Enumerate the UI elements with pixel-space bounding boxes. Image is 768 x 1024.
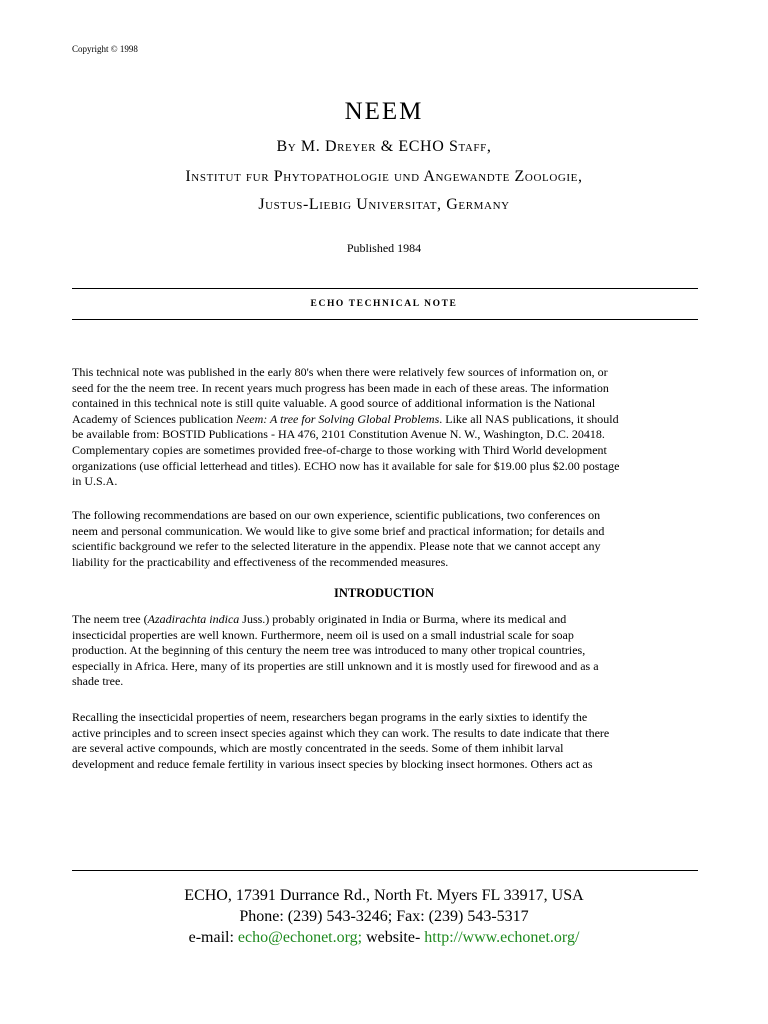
text-line: This technical note was published in the early 80's when there were relatively few sources of information on, or xyxy=(72,365,608,379)
text-line: production. At the beginning of this century the neem tree was introduced to many other tropical countries, xyxy=(72,643,586,658)
byline-authors: By M. Dreyer & ECHO Staff, xyxy=(276,138,492,155)
footer-address: ECHO, 17391 Durrance Rd., North Ft. Myers FL 33917, USA xyxy=(184,887,584,904)
paragraph-neem-tree xyxy=(72,612,698,690)
footer-divider xyxy=(72,870,698,871)
text-line xyxy=(72,612,698,628)
text-line: scientific background we refer to the selected literature in the appendix. Please note that we cannot accept any xyxy=(72,539,601,554)
text-line: are several active compounds, which are mostly concentrated in the seeds. Some of them inhibit larval xyxy=(72,741,564,756)
text-segment: The neem tree ( xyxy=(72,612,148,626)
text-line: development and reduce female fertility in various insect species by blocking insect hormones. Others act as xyxy=(72,756,593,771)
text-segment: . Like all NAS publications, it should xyxy=(439,411,619,426)
text-line: in U.S.A. xyxy=(72,474,118,489)
text-line: organizations (use official letterhead and titles). ECHO now has it available for sale for $19.00 plus $2.00 postage xyxy=(72,458,620,473)
text-line: The following recommendations are based on our own experience, scientific publications, two conferences on xyxy=(72,508,601,522)
paragraph-recommendations xyxy=(72,508,698,570)
paragraph-insecticidal xyxy=(72,710,698,772)
byline-institute: Institut fur Phytopathologie und Angewandte Zoologie, xyxy=(185,168,583,185)
text-segment: Juss.) probably originated in India or Burma, where its medical and xyxy=(239,612,567,626)
text-line: contained in this technical note is still quite valuable. A good source of additional information is the National xyxy=(72,396,596,411)
copyright-notice: Copyright © 1998 xyxy=(72,44,138,54)
text-line: active principles and to screen insect species against which they can work. The results to date indicate that there xyxy=(72,725,610,740)
publication-title: Neem: A tree for Solving Global Problems xyxy=(235,411,440,426)
email-label: e-mail: xyxy=(188,929,238,946)
text-line: especially in Africa. Here, many of its properties are still unknown and it is mostly used for firewood and as a xyxy=(72,658,599,673)
website-link[interactable]: http://www.echonet.org/ xyxy=(424,929,580,946)
text-line: seed for the the neem tree. In recent years much progress has been made in each of these areas. The information xyxy=(72,380,609,395)
section-heading-introduction: INTRODUCTION xyxy=(333,586,434,600)
published-date: Published 1984 xyxy=(346,241,422,255)
email-link[interactable]: echo@echonet.org; xyxy=(237,929,363,946)
text-line: neem and personal communication. We would like to give some brief and practical information; for details and xyxy=(72,523,605,538)
text-line: liability for the practicability and effectiveness of the recommended measures. xyxy=(72,554,449,569)
text-line: shade tree. xyxy=(72,674,124,689)
divider-bottom xyxy=(72,319,698,320)
document-title: NEEM xyxy=(344,98,424,125)
text-line: Recalling the insecticidal properties of neem, researchers began programs in the early sixties to identify the xyxy=(72,710,588,724)
footer-phone: Phone: (239) 543-3246; Fax: (239) 543-5317 xyxy=(239,908,529,925)
text-line xyxy=(72,412,698,428)
byline-university: Justus-Liebig Universitat, Germany xyxy=(258,196,510,213)
footer-contact xyxy=(0,929,768,947)
technical-note-label: ECHO TECHNICAL NOTE xyxy=(310,299,458,309)
text-line: insecticidal properties are well known. Furthermore, neem oil is used on a small industrial scale for soap xyxy=(72,627,574,642)
text-line: Complementary copies are sometimes provided free-of-charge to those working with Third World development xyxy=(72,442,607,457)
paragraph-intro-note xyxy=(72,365,698,490)
text-segment: Academy of Sciences publication xyxy=(72,411,236,426)
species-name: Azadirachta indica xyxy=(147,612,240,626)
website-label: website- xyxy=(362,929,425,946)
divider-top xyxy=(72,288,698,289)
text-line: be available from: BOSTID Publications - HA 476, 2101 Constitution Avenue N. W., Washington, D.C. 20418. xyxy=(72,427,605,442)
